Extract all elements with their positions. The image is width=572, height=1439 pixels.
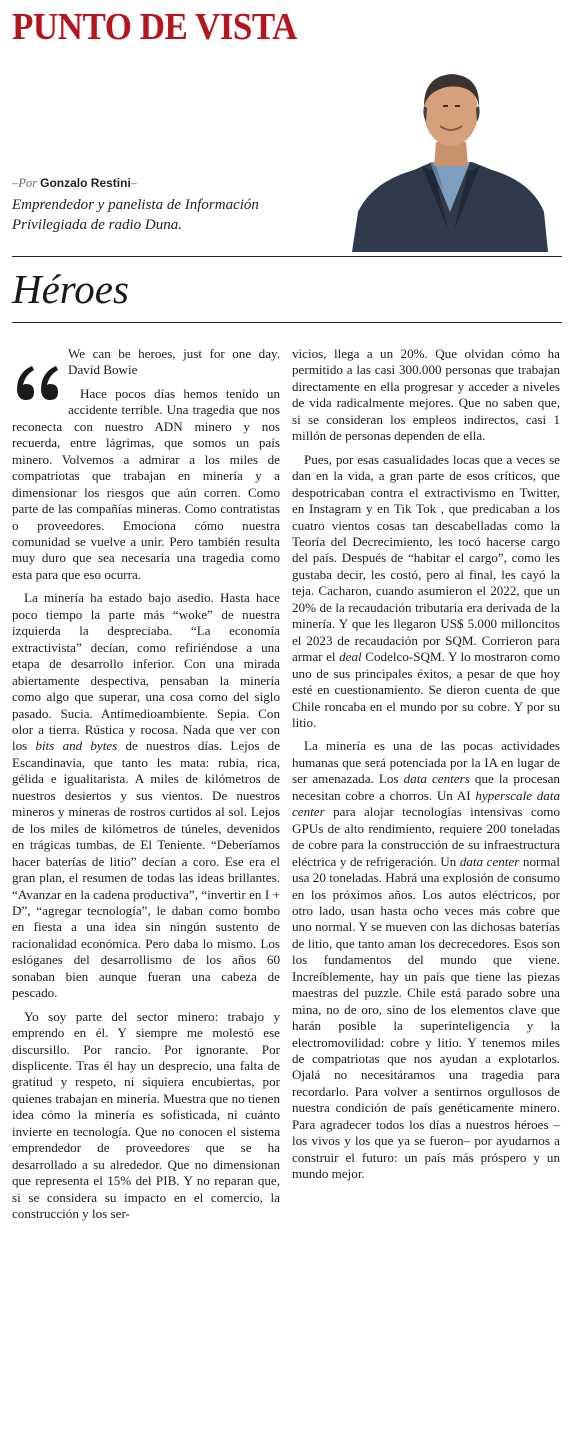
article-column-left bbox=[12, 346, 280, 1230]
emphasis-text: data centers bbox=[403, 771, 470, 787]
paragraph-text: La minería ha estado bajo asedio. Hasta hace poco tiempo la parte más “woke” de nuestra izquierda la despreciaba. “La economía extractivista” decían, como refiriéndose a una etapa de desarrollo inferior. Con una mirada abiertamente despectiva, pensaban la minería como algo que superar, una cosa como del siglo pasado. Sucia. Antimedioambiente. Sepia. Con olor a tierra. Rústica y rocosa. Nada que ver con los bbox=[12, 590, 280, 754]
author-name: Gonzalo Restini bbox=[40, 176, 131, 190]
header-divider bbox=[12, 256, 562, 257]
paragraph bbox=[292, 452, 560, 732]
headline-divider bbox=[12, 322, 562, 323]
emphasis-text: data center bbox=[459, 853, 520, 869]
bio-line-2: Privilegiada de radio Duna. bbox=[12, 216, 182, 233]
paragraph bbox=[12, 590, 280, 1001]
author-portrait-illustration bbox=[352, 62, 548, 252]
bio-line-1: Emprendedor y panelista de Información bbox=[12, 197, 259, 213]
paragraph-text: normal usa 20 toneladas. Habrá una explosión de consumo en los próximos años. Los autos eléctricos, por otro lado, usan hasta ocho veces más cobre que uno normal. Y se mueven con las dichosas baterías de litio, que tanto aman los decrecedores. Esos son los fundamentos del mundo que viene. Increíblemente, hay un país que tiene las piezas maestras del puzzle. Chile está parado sobre una mina, no de oro, sino de los elementos clave que harán posible la superinteligencia y la electromovilidad: cobre y litio. Y tenemos miles de compatriotas que nos ayudan a explotarlos. Ojalá no necesitáramos una tragedia para recordarlo. Para volver a sentirnos orgullosos de nuestra condición de país genéticamente minero. Para agradecer todos los días a nuestros héroes –los vivos y los que ya se fueron– por ayudarnos a construir el futuro: un país más próspero y un mundo mejor. bbox=[292, 853, 560, 1182]
byline-por: Por bbox=[18, 176, 37, 190]
paragraph-text: Codelco-SQM. Y lo mostraron como uno de sus principales éxitos, a pesar de que hoy esté en cuestionamiento. Se dieron cuenta de que Chile roncaba en el mundo por su cobre. Y por su litio. bbox=[292, 649, 561, 730]
emphasis-text: hyperscale data center bbox=[292, 787, 561, 820]
byline-dash: – bbox=[12, 176, 19, 190]
paragraph: Yo soy parte del sector minero: trabajo y emprendo en él. Y siempre me molestó ese discursillo. Por rancio. Por ignorante. Por displicente. Tras él hay un desprecio, una falta de gratitud y respeto, ni siquiera encubiertas, por quienes trabajan en minería. Muestra que no tienen idea cómo la minería es sofisticada, ni cuánto invierte en tecnología. Que no conocen el sistema emprendedor de proveedores que se ha desarrollado a su alrededor. Que no dimensionan que representa el 15% del PIB. Y no reparan que, si se considera su impacto en el comercio, la construcción y los ser- bbox=[12, 1008, 280, 1222]
byline-dash-end: – bbox=[130, 176, 138, 190]
epigraph-attribution: . David Bowie bbox=[68, 346, 280, 378]
emphasis-text: deal bbox=[339, 649, 362, 665]
quote-mark-icon bbox=[12, 358, 62, 406]
paragraph-text: que la procesan necesitan cobre a chorros. Un AI bbox=[292, 771, 560, 803]
byline bbox=[12, 176, 137, 191]
author-bio bbox=[12, 196, 312, 235]
emphasis-text: bits and bytes bbox=[35, 738, 118, 754]
paragraph: vicios, llega a un 20%. Que olvidan cómo ha permitido a las casi 300.000 personas que trabajan directamente en ella progresar y acceder a niveles de vida radicalmente mejores. Que no saben que, si se consideran los empleos indirectos, casi 1 millón de personas dependen de ella. bbox=[292, 346, 560, 444]
paragraph-text: de nuestros días. Lejos de Escandinavia, que tanto les mata: rubia, rica, gélida e igualitarista. A miles de kilómetros de nuestros desiertos y sus vientos. De nuestros mineros y mineras de rostros curtidos al sol. Lejos de los miles de kilómetros de túneles, devenidos en trágicas tumbas, de El Teniente. “Deberíamos hacer baterías de litio” decían a coro. Ese era el gran plan, el resumen de todas las ideas brillantes. “Avanzar en la cadena productiva”, “invertir en I + D”, “agregar tecnología”, le daban como bombo en fiesta a una idea sin ningún sustento de racionalidad económica. Pero daba lo mismo. Los eslóganes del desarrollismo de los años 60 sonaban bien aunque fueran una cabeza de pescado. bbox=[12, 738, 281, 1001]
paragraph-text: Pues, por esas casualidades locas que a veces se dan en la vida, a gran parte de esos críticos, que despotricaban contra el extractivismo en Twitter, en Instagram y en Tik Tok , que predicaban a los cuatro vientos cosas tan descabelladas como la Teoría del Decrecimiento, les tocó hacerse cargo del país. Después de “habitar el cargo”, como les gustaba decir, les costó, pero al final, les cayó la teja. Cacharon, cuando asumieron el 2022, que un 20% de la recaudación tributaria era derivada de la minería. Y que les llegaron US$ 5.000 milloncitos el 2023 de recaudación por SQM. Corrieron para armar el bbox=[292, 451, 560, 665]
article-column-right bbox=[292, 346, 560, 1190]
paragraph: Hace pocos días hemos tenido un accidente terrible. Una tragedia que nos reconecta con nuestro ADN minero y nos recuerda, entre lágrimas, que somos un país minero. Volvemos a admirar a los miles de compatriotas que trabajan en minería y a dimensionar los riesgos que aún corren. Como parte de las compañías mineras. Como contratistas o proveedores. Emociona cómo nuestra comunidad se vuelve a unir. Pero también resulta muy duro que sea necesaria una tragedia como esta para que eso ocurra. bbox=[12, 385, 280, 582]
paragraph-text: La minería es una de las pocas actividades humanas que será potenciada por la IA en lugar de ser amenazada. Los bbox=[292, 738, 560, 787]
section-title: PUNTO DE VISTA bbox=[12, 6, 297, 48]
article-headline: Héroes bbox=[12, 266, 129, 312]
paragraph-text: para alojar tecnologías intensivas como GPUs de alto rendimiento, requiere 200 toneladas de cobre para la construcción de su infraestructura eléctrica y de refrigeración. Un bbox=[292, 804, 560, 869]
author-photo bbox=[352, 62, 548, 252]
paragraph bbox=[292, 738, 560, 1182]
epigraph-quote: We can be heroes, just for one day bbox=[68, 346, 277, 361]
